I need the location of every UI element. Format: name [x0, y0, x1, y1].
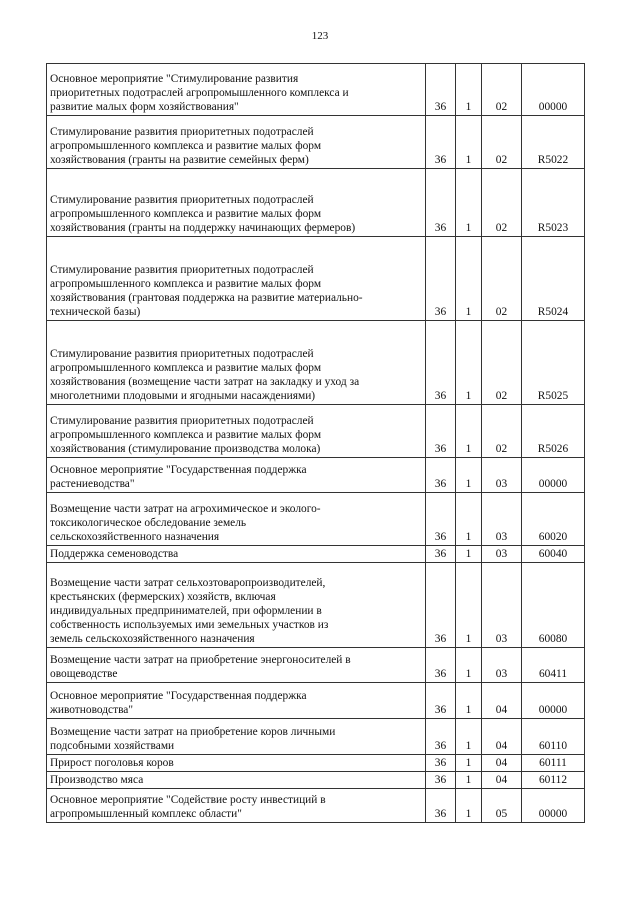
ministry-code: 36: [426, 755, 456, 772]
page-number: 123: [311, 30, 329, 42]
description-line: Основное мероприятие "Стимулирование развития: [50, 73, 299, 85]
table-row: [47, 546, 585, 563]
row-description: [47, 116, 426, 169]
section-code: 1: [456, 648, 482, 683]
ministry-code: 36: [426, 458, 456, 493]
section-code: 1: [456, 493, 482, 546]
description-line: агропромышленного комплекса и развитие малых форм: [50, 140, 322, 152]
description-line: Возмещение части затрат сельхозтоваропроизводителей,: [50, 577, 326, 589]
budget-classification-table: [46, 63, 585, 823]
table-row: [47, 64, 585, 116]
section-code: 1: [456, 789, 482, 823]
row-description: [47, 648, 426, 683]
row-description: [47, 755, 426, 772]
target-item-code: 00000: [522, 789, 585, 823]
table-row: [47, 719, 585, 755]
ministry-code: 36: [426, 321, 456, 405]
description-line: Стимулирование развития приоритетных подотраслей: [50, 348, 314, 360]
target-item-code: R5024: [522, 237, 585, 321]
description-line: агропромышленного комплекса и развитие малых форм: [50, 429, 322, 441]
description-line: хозяйствования (возмещение части затрат на закладку и уход за: [50, 376, 360, 388]
ministry-code: 36: [426, 683, 456, 719]
ministry-code: 36: [426, 237, 456, 321]
description-line: собственность используемых ими земельных участков из: [50, 619, 329, 631]
section-code: 1: [456, 169, 482, 237]
subsection-code: 04: [482, 755, 522, 772]
description-line: хозяйствования (грантовая поддержка на развитие материально-: [50, 292, 363, 304]
table-row: [47, 405, 585, 458]
row-description: [47, 169, 426, 237]
description-line: агропромышленного комплекса и развитие малых форм: [50, 208, 322, 220]
table-row: [47, 683, 585, 719]
row-description: [47, 405, 426, 458]
description-line: Прирост поголовья коров: [50, 757, 174, 769]
section-code: 1: [456, 405, 482, 458]
description-line: приоритетных подотраслей агропромышленного комплекса и: [50, 87, 349, 99]
target-item-code: 00000: [522, 458, 585, 493]
ministry-code: 36: [426, 64, 456, 116]
description-line: Возмещение части затрат на агрохимическое и эколого-: [50, 503, 321, 515]
subsection-code: 03: [482, 563, 522, 648]
table-row: [47, 648, 585, 683]
table-row: [47, 321, 585, 405]
ministry-code: 36: [426, 405, 456, 458]
description-line: агропромышленный комплекс области": [50, 808, 242, 820]
ministry-code: 36: [426, 546, 456, 563]
description-line: Возмещение части затрат на приобретение коров личными: [50, 726, 336, 738]
description-line: токсикологическое обследование земель: [50, 517, 247, 529]
row-description: [47, 772, 426, 789]
target-item-code: 60112: [522, 772, 585, 789]
section-code: 1: [456, 683, 482, 719]
description-line: животноводства": [50, 704, 134, 716]
row-description: [47, 237, 426, 321]
target-item-code: 60040: [522, 546, 585, 563]
target-item-code: 60110: [522, 719, 585, 755]
description-line: Стимулирование развития приоритетных подотраслей: [50, 264, 314, 276]
description-line: сельскохозяйственного назначения: [50, 531, 220, 543]
subsection-code: 02: [482, 116, 522, 169]
description-line: Возмещение части затрат на приобретение энергоносителей в: [50, 654, 351, 666]
ministry-code: 36: [426, 719, 456, 755]
section-code: 1: [456, 772, 482, 789]
subsection-code: 02: [482, 237, 522, 321]
description-line: Поддержка семеноводства: [50, 548, 179, 560]
description-line: овощеводстве: [50, 668, 118, 680]
target-item-code: 60020: [522, 493, 585, 546]
description-line: агропромышленного комплекса и развитие малых форм: [50, 362, 322, 374]
section-code: 1: [456, 563, 482, 648]
description-line: Стимулирование развития приоритетных подотраслей: [50, 415, 314, 427]
target-item-code: R5026: [522, 405, 585, 458]
target-item-code: 00000: [522, 683, 585, 719]
row-description: [47, 458, 426, 493]
description-line: агропромышленного комплекса и развитие малых форм: [50, 278, 322, 290]
description-line: Производство мяса: [50, 774, 144, 786]
ministry-code: 36: [426, 648, 456, 683]
section-code: 1: [456, 237, 482, 321]
target-item-code: 60411: [522, 648, 585, 683]
description-line: Стимулирование развития приоритетных подотраслей: [50, 126, 314, 138]
section-code: 1: [456, 64, 482, 116]
row-description: [47, 493, 426, 546]
target-item-code: 60080: [522, 563, 585, 648]
row-description: [47, 789, 426, 823]
target-item-code: R5022: [522, 116, 585, 169]
section-code: 1: [456, 321, 482, 405]
description-line: хозяйствования (стимулирование производства молока): [50, 443, 321, 455]
table-row: [47, 493, 585, 546]
section-code: 1: [456, 755, 482, 772]
subsection-code: 03: [482, 458, 522, 493]
description-line: земель сельскохозяйственного назначения: [50, 633, 255, 645]
ministry-code: 36: [426, 789, 456, 823]
target-item-code: R5023: [522, 169, 585, 237]
table-row: [47, 169, 585, 237]
ministry-code: 36: [426, 772, 456, 789]
row-description: [47, 563, 426, 648]
table-row: [47, 789, 585, 823]
table-row: [47, 755, 585, 772]
subsection-code: 03: [482, 493, 522, 546]
section-code: 1: [456, 458, 482, 493]
description-line: хозяйствования (гранты на развитие семейных ферм): [50, 154, 309, 166]
subsection-code: 02: [482, 169, 522, 237]
description-line: хозяйствования (гранты на поддержку начинающих фермеров): [50, 222, 356, 234]
ministry-code: 36: [426, 116, 456, 169]
target-item-code: R5025: [522, 321, 585, 405]
row-description: [47, 683, 426, 719]
table-row: [47, 563, 585, 648]
subsection-code: 05: [482, 789, 522, 823]
description-line: Основное мероприятие "Государственная поддержка: [50, 464, 307, 476]
ministry-code: 36: [426, 169, 456, 237]
target-item-code: 00000: [522, 64, 585, 116]
table-row: [47, 116, 585, 169]
subsection-code: 02: [482, 64, 522, 116]
ministry-code: 36: [426, 493, 456, 546]
subsection-code: 03: [482, 546, 522, 563]
section-code: 1: [456, 116, 482, 169]
description-line: индивидуальных предпринимателей, при оформлении в: [50, 605, 322, 617]
subsection-code: 04: [482, 772, 522, 789]
row-description: [47, 321, 426, 405]
description-line: подсобными хозяйствами: [50, 740, 175, 752]
subsection-code: 02: [482, 405, 522, 458]
subsection-code: 04: [482, 683, 522, 719]
ministry-code: 36: [426, 563, 456, 648]
subsection-code: 02: [482, 321, 522, 405]
subsection-code: 03: [482, 648, 522, 683]
description-line: многолетними плодовыми и ягодными насаждениями): [50, 390, 316, 402]
section-code: 1: [456, 719, 482, 755]
section-code: 1: [456, 546, 482, 563]
table-body: [47, 64, 585, 823]
target-item-code: 60111: [522, 755, 585, 772]
table-row: [47, 237, 585, 321]
description-line: растениеводства": [50, 478, 135, 490]
table-row: [47, 772, 585, 789]
description-line: крестьянских (фермерских) хозяйств, включая: [50, 591, 276, 603]
description-line: Стимулирование развития приоритетных подотраслей: [50, 194, 314, 206]
row-description: [47, 546, 426, 563]
description-line: Основное мероприятие "Содействие росту инвестиций в: [50, 794, 326, 806]
description-line: развитие малых форм хозяйствования": [50, 101, 239, 113]
table-row: [47, 458, 585, 493]
description-line: технической базы): [50, 306, 141, 318]
description-line: Основное мероприятие "Государственная поддержка: [50, 690, 307, 702]
subsection-code: 04: [482, 719, 522, 755]
row-description: [47, 64, 426, 116]
row-description: [47, 719, 426, 755]
